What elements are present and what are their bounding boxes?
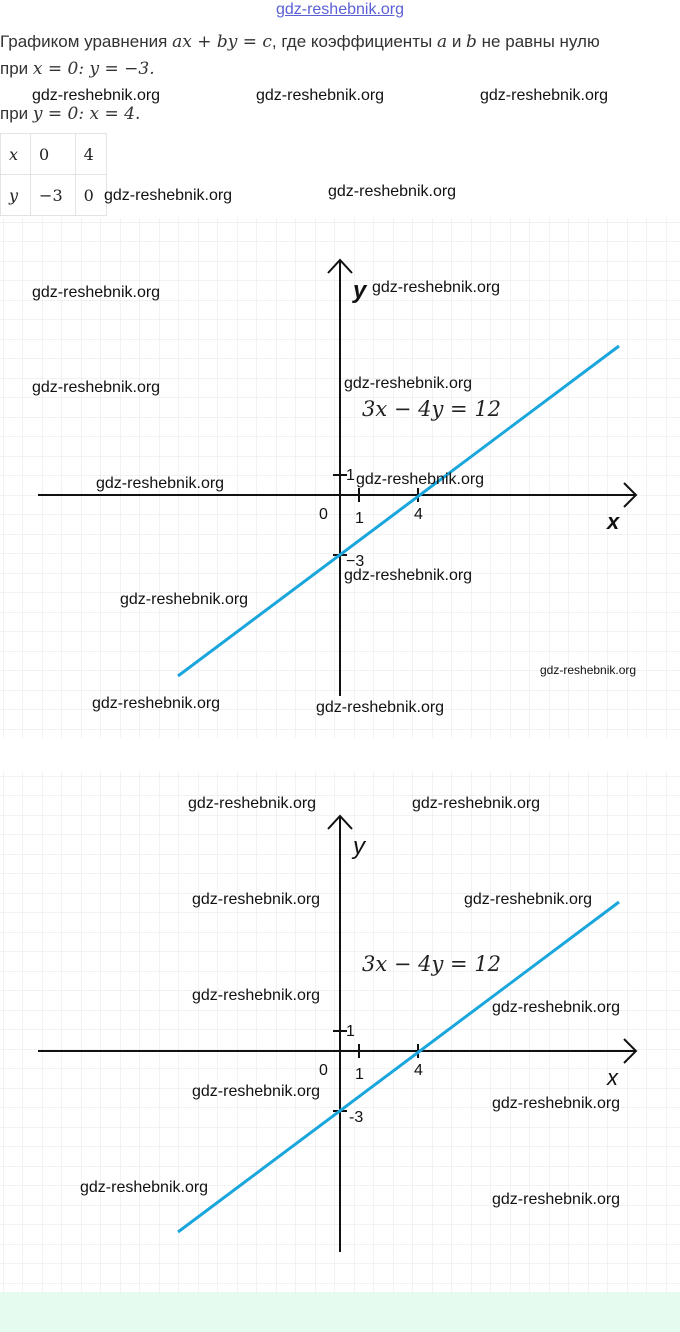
tick-x-1-label: 1 (355, 510, 364, 527)
watermark: gdz-reshebnik.org (192, 891, 321, 908)
watermark: gdz-reshebnik.org (192, 1083, 321, 1100)
watermark: gdz-reshebnik.org (492, 999, 621, 1016)
watermark: gdz-reshebnik.org (256, 87, 385, 104)
watermark: gdz-reshebnik.org (372, 279, 501, 296)
line3-prefix: при (0, 104, 29, 123)
origin-label: 0 (319, 506, 328, 523)
equation-label: 3x − 4y = 12 (362, 952, 502, 976)
table-cell: 0 (31, 134, 76, 175)
tick-y-m3-label: −3 (346, 553, 365, 570)
equation-label: 3x − 4y = 12 (362, 397, 502, 421)
coef-b: b (466, 32, 477, 52)
line1-mid: , где коэффициенты (271, 32, 433, 51)
graph-2-svg (0, 772, 680, 1292)
table-cell: 0 (75, 175, 106, 216)
table-cell: −3 (31, 175, 76, 216)
y-axis-label: y (353, 833, 365, 860)
watermark: gdz-reshebnik.org (412, 795, 541, 812)
tick-x-4-label: 4 (414, 1062, 423, 1079)
table-row (1, 175, 107, 216)
site-link[interactable]: gdz-reshebnik.org (275, 1, 405, 18)
table-head-y: y (1, 175, 31, 216)
watermark: gdz-reshebnik.org (80, 1179, 209, 1196)
table-row (1, 134, 107, 175)
tick-y-m3-label: -3 (349, 1109, 364, 1126)
x-axis-label: x (607, 509, 620, 534)
coef-a: a (436, 32, 448, 52)
y-axis-label: y (353, 277, 367, 304)
x-axis-label: x (607, 1065, 618, 1090)
watermark: gdz-reshebnik.org (188, 795, 317, 812)
tick-y-1-label: 1 (346, 467, 355, 484)
watermark: gdz-reshebnik.org (120, 591, 249, 608)
watermark: gdz-reshebnik.org (192, 987, 321, 1004)
watermark: gdz-reshebnik.org (32, 284, 161, 301)
watermark: gdz-reshebnik.org (356, 471, 485, 488)
watermark: gdz-reshebnik.org (492, 1191, 621, 1208)
watermark: gdz-reshebnik.org (32, 379, 161, 396)
watermark: gdz-reshebnik.org (464, 891, 593, 908)
watermark: gdz-reshebnik.org (96, 475, 225, 492)
values-table (0, 133, 107, 216)
watermark: gdz-reshebnik.org (92, 695, 221, 712)
watermark: gdz-reshebnik.org (492, 1095, 621, 1112)
watermark: gdz-reshebnik.org (32, 87, 161, 104)
watermark: gdz-reshebnik.org (480, 87, 609, 104)
tick-y-1-label: 1 (346, 1023, 355, 1040)
line1-suffix: не равны нулю (481, 32, 600, 51)
equation-general: ax + by = c (172, 32, 272, 52)
tick-x-4-label: 4 (414, 506, 423, 523)
bottom-band (0, 1292, 680, 1332)
text-line-1 (0, 32, 600, 52)
watermark: gdz-reshebnik.org (328, 183, 457, 200)
tick-x-1-label: 1 (355, 1066, 364, 1083)
line2-prefix: при (0, 59, 29, 78)
line1-prefix: Графиком уравнения (0, 32, 168, 51)
graph-2 (0, 772, 680, 1292)
watermark: gdz-reshebnik.org (316, 699, 445, 716)
watermark: gdz-reshebnik.org (540, 663, 637, 677)
table-head-x: x (1, 134, 31, 175)
watermark: gdz-reshebnik.org (104, 187, 233, 204)
line2-eq: x = 0: y = −3. (32, 59, 155, 79)
text-line-3 (0, 104, 140, 124)
origin-label: 0 (319, 1062, 328, 1079)
text-line-2 (0, 59, 155, 79)
watermark: gdz-reshebnik.org (344, 375, 473, 392)
line3-eq: y = 0: x = 4. (32, 104, 141, 124)
watermark: gdz-reshebnik.org (344, 567, 473, 584)
line1-and: и (451, 32, 462, 51)
table-cell: 4 (75, 134, 106, 175)
